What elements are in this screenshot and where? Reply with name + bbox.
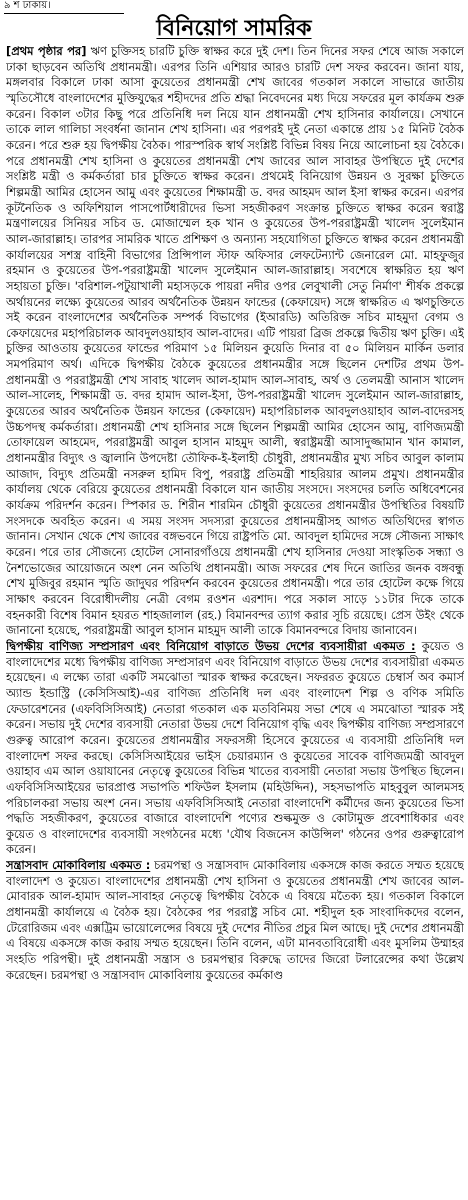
paragraph-text: চরমপন্থা ও সন্ত্রাসবাদ মোকাবিলায় একসঙ্গে কাজ করতে সম্মত হয়েছে বাংলাদেশ ও কুয়েত। বাংলাদেশের প্রধানমন্ত্রী শেখ হাসিনা ও কুয়েতের প্রধানমন্ত্রী শেখ জাবের আল-মোবারক আল-হামাদ আল-সাবাহর নেতৃত্বে দ্বিপক্ষীয় বৈঠকে এ বিষয়ে মতৈক্য হয়। গতকাল বিকালে প্রধানমন্ত্রী কার্যালয়ে এ বৈঠক হয়। বৈঠকের পর পররাষ্ট্র সচিব মো. শহীদুল হক সাংবাদিকদের বলেন, টেরোরিজম এবং এক্সট্রিম ভায়োলেন্সের বিষয়ে দুই দেশের নীতির প্রচুর মিল আছে। দুই দেশের প্রধানমন্ত্রী এ বিষয়ে একসঙ্গে কাজ করায় সম্মত হয়েছেন। তিনি বলেন, এটা মানবতাবিরোধী এবং মুসলিম উম্মাহর সংহতি পরিপন্থী। দুই প্রধানমন্ত্রী সন্ত্রাস ও চরমপন্থার বিরুদ্ধে তাদের জিরো টলারেন্সের কথা উল্লেখ করেছেন। চরমপন্থা ও সন্ত্রাসবাদ মোকাবিলায় কুয়েতের কর্মকাণ্ড: [6, 858, 464, 982]
continuation-kicker: [প্রথম পৃষ্ঠার পর]: [6, 44, 87, 58]
article-paragraph-terrorism: [6, 858, 464, 983]
paragraph-text: কুয়েত ও বাংলাদেশের মধ্যে দ্বিপক্ষীয় বাণিজ্য সম্প্রসারণ এবং বিনিয়োগ বাড়াতে উভয় দেশের ব্যবসায়ীরা একমত হয়েছেন। এ লক্ষ্যে তারা একটি সমঝোতা স্মারক স্বাক্ষর করেছেন। সফররত কুয়েতে চেম্বার্স অব কমার্স অ্যান্ড ইন্ডাস্ট্রি (কেসিসিআই)-এর বাণিজ্য প্রতিনিধি দল এবং বাংলাদেশ শিল্প ও বণিক সমিতি ফেডারেশনের (এফবিসিসিআই) নেতারা গতকাল এক মতবিনিময় সভা শেষে এ সমঝোতা স্মারক সই করেন। সভায় দুই দেশের ব্যবসায়ী নেতারা উভয় দেশে বিনিয়োগ বৃদ্ধি এবং দ্বিপক্ষীয় বাণিজ্য সম্প্রসারণে গুরুত্ব আরোপ করেন। কুয়েতের প্রধানমন্ত্রীর সফরসঙ্গী হিসেবে কুয়েতের এ ব্যবসায়ী প্রতিনিধি দল বাংলাদেশ সফর করছে। কেসিসিআইয়ের ভাইস চেয়ারম্যান ও কুয়েতের সাবেক বাণিজ্যমন্ত্রী আবদুল ওয়াহাব এম আল ওয়াযানের নেতৃত্বে কুয়েতের বিভিন্ন খাতের ব্যবসায়ী নেতারা সভায় উপস্থিত ছিলেন। এফবিসিসিআইয়ের ভারপ্রাপ্ত সভাপতি শফিউল ইসলাম (মহিউদ্দিন), সহসভাপতি মাহবুবুল আলমসহ পরিচালকরা সভায় অংশ নেন। সভায় এফবিসিসিআই নেতারা বাংলাদেশি কর্মীদের জন্য কুয়েতের ভিসা পদ্ধতি সহজীকরণ, কুয়েতের বাজারে বাংলাদেশি পণ্যের শুল্কমুক্ত ও কোটামুক্ত প্রবেশাধিকার এবং কুয়েত ও বাংলাদেশের ব্যবসায়ী সংগঠনের মধ্যে 'যৌথ বিজনেস কাউন্সিল' গঠনের ওপর গুরুত্বারোপ করেন।: [6, 638, 464, 857]
article-paragraph-intro: [6, 44, 464, 639]
article-body: [6, 44, 464, 1198]
section-subhead-terrorism: সন্ত্রাসবাদ মোকাবিলায় একমত :: [6, 858, 151, 873]
article-paragraph-trade: [6, 639, 464, 858]
section-subhead-trade: দ্বিপক্ষীয় বাণিজ্য সম্প্রসারণ এবং বিনিয়োগ বাড়াতে উভয় দেশের ব্যবসায়ীরা একমত :: [6, 638, 416, 653]
paragraph-text: ঋণ চুক্তিসহ চারটি চুক্তি স্বাক্ষর করে দুই দেশ। তিন দিনের সফর শেষে আজ সকালে ঢাকা ছাড়বেন অতিথি প্রধানমন্ত্রী। এরপর তিনি এশিয়ার আরও চারটি দেশ সফর করবেন। জানা যায়, মঙ্গলবার বিকালে ঢাকা আসা কুয়েতের প্রধানমন্ত্রী শেখ জাবের গতকাল সকালে সাভারে জাতীয় স্মৃতিসৌধে বাংলাদেশের মুক্তিযুদ্ধের শহীদদের প্রতি শ্রদ্ধা নিবেদনের মধ্য দিয়ে সফরের মূল কার্যক্রম শুরু করেন। বিকাল ৩টার কিছু পরে প্রতিনিধি দল নিয়ে যান প্রধানমন্ত্রী শেখ হাসিনার কার্যালয়ে। সেখানে তাকে লাল গালিচা সংবর্ধনা জানান শেখ হাসিনা। এর পরপরই দুই নেতা একান্তে প্রায় ১৫ মিনিট বৈঠক করেন। পরে শুরু হয় দ্বিপক্ষীয় বৈঠক। পারস্পরিক স্বার্থ সংশ্লিষ্ট বিভিন্ন বিষয় নিয়ে আলোচনা হয় বৈঠকে। পরে প্রধানমন্ত্রী শেখ হাসিনা ও কুয়েতের প্রধানমন্ত্রী শেখ জাবের আল সাবাহর উপস্থিতে দুই দেশের সংশ্লিষ্ট মন্ত্রী ও কর্মকর্তারা চার চুক্তিতে স্বাক্ষর করেন। প্রথমেই বিনিয়োগ উন্নয়ন ও সুরক্ষা চুক্তিতে শিল্পমন্ত্রী আমির হোসেন আমু এবং কুয়েতের শিক্ষামন্ত্রী ড. বদর আহমদ আল ইসা স্বাক্ষর করেন। এরপর কূটনৈতিক ও অফিশিয়াল পাসপোর্টধারীদের ভিসা সহজীকরণ সংক্রান্ত চুক্তিতে স্বাক্ষর করেন স্বরাষ্ট্র মন্ত্রণালয়ের সিনিয়র সচিব ড. মোজাম্মেল হক খান ও কুয়েতের উপ-পররাষ্ট্রমন্ত্রী খালেদ সুলেইমান আল-জারাল্লাহ। তারপর সামরিক খাতে প্রশিক্ষণ ও অন্যান্য সহযোগিতা চুক্তিতে স্বাক্ষর করেন প্রধানমন্ত্রী কার্যালয়ের সশস্ত্র বাহিনী বিভাগের প্রিন্সিপাল স্টাফ অফিসার লেফটেন্যান্ট জেনারেল মো. মাহফুজুর রহমান ও কুয়েতের উপ-পররাষ্ট্রমন্ত্রী খালেদ সুলেইমান আল-জারাল্লাহ। সবশেষে স্বাক্ষরিত হয় ঋণ সহায়তা চুক্তি। 'বরিশাল-পটুয়াখালী মহাসড়কে পায়রা নদীর ওপর লেবুখালী সেতু নির্মাণ' শীর্ষক প্রকল্পে অর্থায়নের লক্ষ্যে কুয়েতের আরব অর্থনৈতিক উন্নয়ন ফান্ডের (কেফায়েদ) সঙ্গে স্বাক্ষরিত এ ঋণচুক্তিতে সই করেন বাংলাদেশের অর্থনৈতিক সম্পর্ক বিভাগের (ইআরডি) অতিরিক্ত সচিব মাহমুদা বেগম ও কেফায়েদের মহাপরিচালক আবদুলওয়াহাব আল-বাদের। এটি পায়রা ব্রিজ প্রকল্পে দ্বিতীয় ঋণ চুক্তি। এই চুক্তির আওতায় কুয়েতের ফান্ডের পরিমাণ ১৫ মিলিয়ন কুয়েতি দিনার বা ৫০ মিলিয়ন মার্কিন ডলার সমপরিমাণ অর্থ। এদিকে দ্বিপক্ষীয় বৈঠকে কুয়েতের প্রধানমন্ত্রীর সঙ্গে ছিলেন দেশটির প্রথম উপ-প্রধানমন্ত্রী ও পররাষ্ট্রমন্ত্রী শেখ সাবাহ খালেদ আল-হামাদ আল-সাবাহ, অর্থ ও তেলমন্ত্রী আনাস খালেদ আল-সালেহ, শিক্ষামন্ত্রী ড. বদর হামাদ আল-ইসা, উপ-পররাষ্ট্রমন্ত্রী খালেদ সুলেইমান আল-জারাল্লাহ, কুয়েতের আরব অর্থনৈতিক উন্নয়ন ফান্ডের (কেফায়েদ) মহাপরিচালক আবদুলওয়াহাব আল-বাদেরসহ উচ্চপদস্থ কর্মকর্তারা। প্রধানমন্ত্রী শেখ হাসিনার সঙ্গে ছিলেন শিল্পমন্ত্রী আমির হোসেন আমু, বাণিজ্যমন্ত্রী তোফায়েল আহমেদ, পররাষ্ট্রমন্ত্রী আবুল হাসান মাহমুদ আলী, স্বরাষ্ট্রমন্ত্রী আসাদুজ্জামান খান কামাল, প্রধানমন্ত্রীর বিদ্যুৎ ও জ্বালানি উপদেষ্টা তৌফিক-ই-ইলাহী চৌধুরী, প্রধানমন্ত্রীর মুখ্য সচিব আবুল কালাম আজাদ, বিদ্যুৎ প্রতিমন্ত্রী নসরুল হামিদ বিপু, পররাষ্ট্র প্রতিমন্ত্রী শাহরিয়ার আলম প্রমুখ। প্রধানমন্ত্রীর কার্যালয় থেকে বেরিয়ে কুয়েতের প্রধানমন্ত্রী বিকালে যান জাতীয় সংসদে। সংসদের চলতি অধিবেশনের কার্যক্রম পরিদর্শন করেন। স্পিকার ড. শিরীন শারমিন চৌধুরী কুয়েতের প্রধানমন্ত্রীর উপস্থিতির বিষয়টি সংসদকে অবহিত করেন। এ সময় সংসদ সদস্যরা কুয়েতের প্রধানমন্ত্রীসহ আগত অতিথিদের স্বাগত জানান। সেখান থেকে শেখ জাবের বঙ্গভবনে গিয়ে রাষ্ট্রপতি মো. আবদুল হামিদের সঙ্গে সৌজন্য সাক্ষাৎ করেন। পরে তার সৌজন্যে হোটেল সোনারগাঁওয়ে প্রধানমন্ত্রী শেখ হাসিনার দেওয়া সাংস্কৃতিক সন্ধ্যা ও নৈশভোজের আয়োজনে অংশ নেন অতিথি প্রধানমন্ত্রী। আজ সফরের শেষ দিনে জাতির জনক বঙ্গবন্ধু শেখ মুজিবুর রহমান স্মৃতি জাদুঘর পরিদর্শন করবেন কুয়েতের প্রধানমন্ত্রী। পরে তার হোটেল কক্ষে গিয়ে সাক্ষাৎ করবেন বিরোধীদলীয় নেত্রী বেগম রওশন এরশাদ। পরে সকাল সাড়ে ১১টার দিকে তাকে বহনকারী বিশেষ বিমান হযরত শাহজালাল (রহ.) বিমানবন্দর ত্যাগ করার সূচি রয়েছে। প্রেস উইং থেকে জানানো হয়েছে, পররাষ্ট্রমন্ত্রী আবুল হাসান মাহমুদ আলী তাকে বিমানবন্দরে বিদায় জানাবেন।: [6, 44, 464, 638]
dateline-fragment: ৯ শ ঢাকায়।: [4, 0, 51, 11]
article-headline: বিনিয়োগ সামরিক: [156, 15, 312, 41]
